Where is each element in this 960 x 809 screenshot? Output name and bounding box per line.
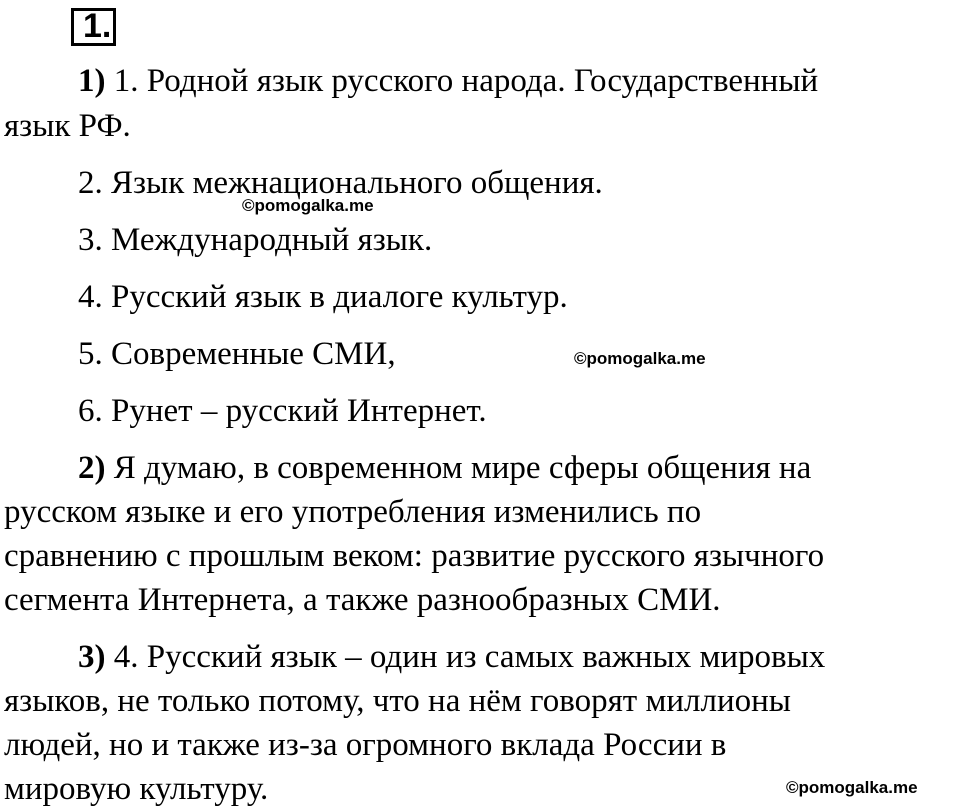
watermark: ©pomogalka.me [786, 778, 918, 797]
part2-line-3: сравнению с прошлым веком: развитие русского язычного [4, 538, 825, 574]
part2-label: 2) [78, 450, 106, 486]
part1-item-4: 4. Русский язык в диалоге культур. [78, 279, 568, 315]
part3-line-2: языков, не только потому, что на нём говорят миллионы [4, 683, 791, 719]
exercise-number: 1. [83, 7, 112, 45]
part2-line-1: 2) Я думаю, в современном мире сферы общения на [78, 450, 812, 486]
part3-line-3: людей, но и также из-за огромного вклада России в [4, 727, 727, 763]
part1-item-3: 3. Международный язык. [78, 222, 433, 258]
part1-item-5: 5. Современные СМИ, [78, 336, 396, 372]
watermark: ©pomogalka.me [574, 349, 706, 368]
watermark: ©pomogalka.me [242, 196, 374, 215]
part3-line-1: 3) 4. Русский язык – один из самых важных мировых [78, 639, 826, 675]
part2-line-4: сегмента Интернета, а также разнообразных СМИ. [4, 582, 721, 618]
part2-line-2: русском языке и его употребления изменились по [4, 494, 702, 530]
part1-item-6: 6. Рунет – русский Интернет. [78, 393, 487, 429]
part1-item-1: 1. Родной язык русского народа. Государственный [113, 63, 819, 99]
part1-label: 1) [78, 63, 106, 99]
part1-item-2: 2. Язык межнационального общения. [78, 165, 603, 201]
exercise-number-box [71, 8, 116, 46]
part1-line-1 [78, 62, 818, 100]
part3-label: 3) [78, 639, 106, 675]
part1-item-1-cont: язык РФ. [4, 108, 131, 144]
part3-line-4: мировую культуру. [4, 771, 269, 807]
